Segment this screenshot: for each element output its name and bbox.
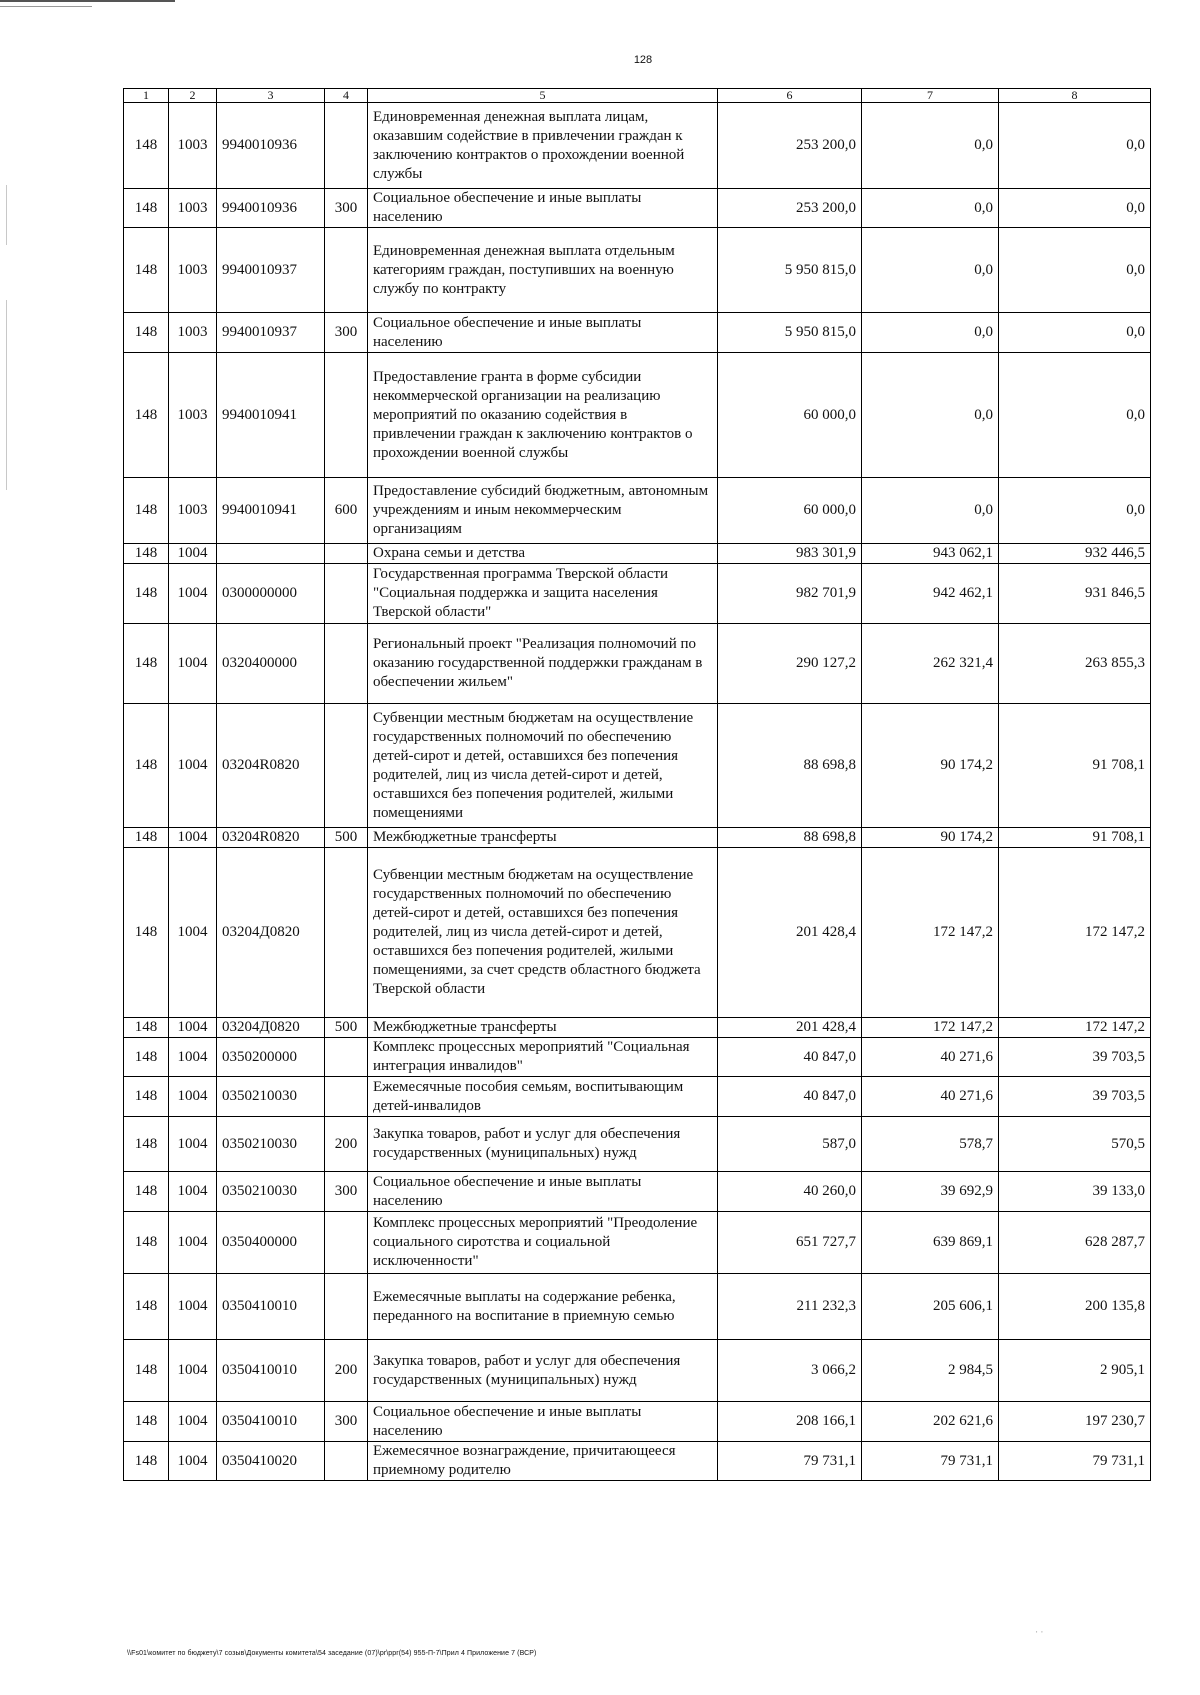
- table-row: [124, 353, 1151, 478]
- scan-margin-mark: [6, 185, 7, 245]
- cell-admin-code: 148: [124, 1212, 169, 1274]
- cell-description: Государственная программа Тверской области "Социальная поддержка и защита населения Тверской области": [368, 564, 718, 624]
- table-row: [124, 103, 1151, 189]
- cell-expense-type: [325, 228, 368, 313]
- cell-admin-code: 148: [124, 1117, 169, 1172]
- cell-amount-year3: 172 147,2: [999, 1018, 1151, 1038]
- cell-expense-type: 500: [325, 828, 368, 848]
- cell-target-article: [217, 544, 325, 564]
- cell-section-code: 1004: [169, 1212, 217, 1274]
- cell-amount-year2: 0,0: [862, 228, 999, 313]
- cell-description: Охрана семьи и детства: [368, 544, 718, 564]
- cell-expense-type: [325, 624, 368, 704]
- cell-admin-code: 148: [124, 564, 169, 624]
- cell-amount-year2: 578,7: [862, 1117, 999, 1172]
- header-row: [124, 89, 1151, 103]
- cell-section-code: 1004: [169, 544, 217, 564]
- cell-expense-type: [325, 544, 368, 564]
- cell-section-code: 1004: [169, 1340, 217, 1402]
- scan-speck: ⋅ ⋅: [1035, 1627, 1044, 1637]
- cell-section-code: 1004: [169, 704, 217, 828]
- cell-admin-code: 148: [124, 1172, 169, 1212]
- cell-target-article: 0350410010: [217, 1340, 325, 1402]
- cell-description: Межбюджетные трансферты: [368, 1018, 718, 1038]
- column-header: 2: [169, 89, 217, 103]
- cell-amount-year3: 931 846,5: [999, 564, 1151, 624]
- cell-description: Ежемесячные выплаты на содержание ребенка, переданного на воспитание в приемную семью: [368, 1274, 718, 1340]
- cell-section-code: 1004: [169, 1442, 217, 1481]
- budget-table: [123, 88, 1151, 1481]
- table-row: [124, 1274, 1151, 1340]
- cell-admin-code: 148: [124, 313, 169, 353]
- cell-amount-year2: 40 271,6: [862, 1038, 999, 1077]
- cell-amount-year2: 172 147,2: [862, 1018, 999, 1038]
- cell-amount-year2: 79 731,1: [862, 1442, 999, 1481]
- cell-amount-year3: 0,0: [999, 228, 1151, 313]
- cell-target-article: 0350210030: [217, 1172, 325, 1212]
- scan-margin-mark: [6, 300, 7, 490]
- cell-amount-year1: 60 000,0: [718, 353, 862, 478]
- cell-expense-type: [325, 564, 368, 624]
- cell-amount-year3: 2 905,1: [999, 1340, 1151, 1402]
- cell-amount-year1: 201 428,4: [718, 1018, 862, 1038]
- cell-expense-type: 300: [325, 1172, 368, 1212]
- cell-description: Закупка товаров, работ и услуг для обеспечения государственных (муниципальных) нужд: [368, 1340, 718, 1402]
- cell-admin-code: 148: [124, 1018, 169, 1038]
- cell-amount-year1: 211 232,3: [718, 1274, 862, 1340]
- cell-amount-year2: 262 321,4: [862, 624, 999, 704]
- cell-amount-year1: 290 127,2: [718, 624, 862, 704]
- cell-section-code: 1004: [169, 1018, 217, 1038]
- cell-amount-year2: 90 174,2: [862, 828, 999, 848]
- cell-amount-year1: 5 950 815,0: [718, 228, 862, 313]
- cell-description: Закупка товаров, работ и услуг для обеспечения государственных (муниципальных) нужд: [368, 1117, 718, 1172]
- cell-amount-year2: 942 462,1: [862, 564, 999, 624]
- cell-amount-year3: 0,0: [999, 189, 1151, 228]
- cell-amount-year2: 2 984,5: [862, 1340, 999, 1402]
- cell-amount-year2: 0,0: [862, 189, 999, 228]
- cell-expense-type: [325, 848, 368, 1018]
- column-header: 4: [325, 89, 368, 103]
- table-row: [124, 1212, 1151, 1274]
- cell-admin-code: 148: [124, 189, 169, 228]
- cell-admin-code: 148: [124, 828, 169, 848]
- table-row: [124, 1172, 1151, 1212]
- cell-amount-year2: 639 869,1: [862, 1212, 999, 1274]
- table-row: [124, 1038, 1151, 1077]
- table-row: [124, 189, 1151, 228]
- cell-amount-year1: 208 166,1: [718, 1402, 862, 1442]
- cell-amount-year3: 0,0: [999, 313, 1151, 353]
- column-header: 3: [217, 89, 325, 103]
- cell-description: Социальное обеспечение и иные выплаты населению: [368, 1172, 718, 1212]
- table-row: [124, 313, 1151, 353]
- cell-target-article: 03204Д0820: [217, 1018, 325, 1038]
- cell-admin-code: 148: [124, 1038, 169, 1077]
- footer-file-path: \\Fs01\комитет по бюджету\7 созыв\Документы комитета\54 заседание (07)\pr\ppr(54) 955-П-7\Прил 4 Приложение 7 (ВСР): [127, 1650, 537, 1657]
- cell-target-article: 9940010936: [217, 189, 325, 228]
- cell-admin-code: 148: [124, 1077, 169, 1117]
- cell-target-article: 0350410010: [217, 1274, 325, 1340]
- cell-target-article: 9940010937: [217, 313, 325, 353]
- column-header: 6: [718, 89, 862, 103]
- cell-amount-year2: 172 147,2: [862, 848, 999, 1018]
- column-header: 7: [862, 89, 999, 103]
- cell-amount-year1: 79 731,1: [718, 1442, 862, 1481]
- scan-corner-mark: [0, 0, 175, 2]
- cell-amount-year2: 943 062,1: [862, 544, 999, 564]
- table-row: [124, 624, 1151, 704]
- cell-description: Социальное обеспечение и иные выплаты населению: [368, 189, 718, 228]
- table-row: [124, 1077, 1151, 1117]
- cell-expense-type: [325, 1038, 368, 1077]
- cell-section-code: 1004: [169, 828, 217, 848]
- cell-amount-year1: 201 428,4: [718, 848, 862, 1018]
- cell-description: Субвенции местным бюджетам на осуществление государственных полномочий по обеспечению детей-сирот и детей, оставшихся без попечения родителей, лиц из числа детей-сирот и детей, оставшихся без попечения родителей, жилыми помещениями: [368, 704, 718, 828]
- table-row: [124, 478, 1151, 544]
- cell-section-code: 1003: [169, 189, 217, 228]
- cell-amount-year3: 197 230,7: [999, 1402, 1151, 1442]
- cell-description: Социальное обеспечение и иные выплаты населению: [368, 1402, 718, 1442]
- cell-section-code: 1004: [169, 564, 217, 624]
- cell-admin-code: 148: [124, 704, 169, 828]
- cell-description: Единовременная денежная выплата отдельным категориям граждан, поступивших на военную службу по контракту: [368, 228, 718, 313]
- cell-section-code: 1004: [169, 1274, 217, 1340]
- cell-description: Комплекс процессных мероприятий "Социальная интеграция инвалидов": [368, 1038, 718, 1077]
- cell-section-code: 1004: [169, 1038, 217, 1077]
- cell-amount-year1: 40 260,0: [718, 1172, 862, 1212]
- cell-target-article: 9940010936: [217, 103, 325, 189]
- column-header: 1: [124, 89, 169, 103]
- cell-description: Межбюджетные трансферты: [368, 828, 718, 848]
- cell-admin-code: 148: [124, 624, 169, 704]
- cell-admin-code: 148: [124, 544, 169, 564]
- cell-target-article: 0350210030: [217, 1077, 325, 1117]
- cell-amount-year2: 39 692,9: [862, 1172, 999, 1212]
- table-row: [124, 564, 1151, 624]
- table-row: [124, 848, 1151, 1018]
- cell-section-code: 1004: [169, 1117, 217, 1172]
- cell-amount-year3: 0,0: [999, 478, 1151, 544]
- cell-admin-code: 148: [124, 103, 169, 189]
- cell-amount-year3: 200 135,8: [999, 1274, 1151, 1340]
- table-row: [124, 704, 1151, 828]
- cell-expense-type: 200: [325, 1340, 368, 1402]
- cell-amount-year1: 651 727,7: [718, 1212, 862, 1274]
- cell-description: Социальное обеспечение и иные выплаты населению: [368, 313, 718, 353]
- cell-amount-year3: 263 855,3: [999, 624, 1151, 704]
- cell-amount-year3: 172 147,2: [999, 848, 1151, 1018]
- cell-target-article: 0300000000: [217, 564, 325, 624]
- cell-expense-type: [325, 353, 368, 478]
- cell-target-article: 0350410010: [217, 1402, 325, 1442]
- cell-expense-type: 300: [325, 313, 368, 353]
- cell-amount-year3: 79 731,1: [999, 1442, 1151, 1481]
- cell-amount-year3: 932 446,5: [999, 544, 1151, 564]
- cell-admin-code: 148: [124, 1442, 169, 1481]
- cell-admin-code: 148: [124, 1274, 169, 1340]
- cell-expense-type: [325, 1442, 368, 1481]
- cell-expense-type: 600: [325, 478, 368, 544]
- cell-section-code: 1004: [169, 1402, 217, 1442]
- cell-amount-year1: 983 301,9: [718, 544, 862, 564]
- cell-expense-type: 200: [325, 1117, 368, 1172]
- cell-target-article: 03204Д0820: [217, 848, 325, 1018]
- cell-expense-type: 300: [325, 189, 368, 228]
- cell-section-code: 1003: [169, 353, 217, 478]
- cell-target-article: 03204R0820: [217, 704, 325, 828]
- cell-expense-type: 500: [325, 1018, 368, 1038]
- cell-amount-year1: 40 847,0: [718, 1038, 862, 1077]
- cell-amount-year2: 205 606,1: [862, 1274, 999, 1340]
- cell-target-article: 0320400000: [217, 624, 325, 704]
- cell-admin-code: 148: [124, 1340, 169, 1402]
- cell-amount-year3: 39 703,5: [999, 1077, 1151, 1117]
- cell-section-code: 1004: [169, 1172, 217, 1212]
- cell-admin-code: 148: [124, 353, 169, 478]
- cell-target-article: 9940010937: [217, 228, 325, 313]
- cell-amount-year1: 253 200,0: [718, 103, 862, 189]
- table-row: [124, 228, 1151, 313]
- cell-amount-year3: 91 708,1: [999, 704, 1151, 828]
- cell-amount-year1: 253 200,0: [718, 189, 862, 228]
- cell-target-article: 9940010941: [217, 478, 325, 544]
- table-row: [124, 1442, 1151, 1481]
- cell-expense-type: [325, 1212, 368, 1274]
- cell-amount-year1: 60 000,0: [718, 478, 862, 544]
- cell-admin-code: 148: [124, 478, 169, 544]
- cell-target-article: 9940010941: [217, 353, 325, 478]
- table-row: [124, 1340, 1151, 1402]
- cell-amount-year1: 982 701,9: [718, 564, 862, 624]
- cell-amount-year1: 5 950 815,0: [718, 313, 862, 353]
- cell-description: Ежемесячные пособия семьям, воспитывающим детей-инвалидов: [368, 1077, 718, 1117]
- cell-target-article: 0350400000: [217, 1212, 325, 1274]
- table-row: [124, 828, 1151, 848]
- cell-section-code: 1003: [169, 313, 217, 353]
- cell-amount-year2: 90 174,2: [862, 704, 999, 828]
- cell-target-article: 03204R0820: [217, 828, 325, 848]
- cell-description: Предоставление субсидий бюджетным, автономным учреждениям и иным некоммерческим организациям: [368, 478, 718, 544]
- cell-description: Комплекс процессных мероприятий "Преодоление социального сиротства и социальной исключенности": [368, 1212, 718, 1274]
- cell-section-code: 1004: [169, 624, 217, 704]
- cell-amount-year2: 0,0: [862, 478, 999, 544]
- cell-amount-year1: 40 847,0: [718, 1077, 862, 1117]
- cell-expense-type: [325, 704, 368, 828]
- cell-amount-year3: 39 703,5: [999, 1038, 1151, 1077]
- cell-amount-year3: 570,5: [999, 1117, 1151, 1172]
- cell-amount-year1: 3 066,2: [718, 1340, 862, 1402]
- table-row: [124, 1117, 1151, 1172]
- cell-amount-year1: 88 698,8: [718, 704, 862, 828]
- cell-target-article: 0350410020: [217, 1442, 325, 1481]
- cell-amount-year3: 91 708,1: [999, 828, 1151, 848]
- cell-target-article: 0350210030: [217, 1117, 325, 1172]
- cell-expense-type: 300: [325, 1402, 368, 1442]
- cell-expense-type: [325, 1077, 368, 1117]
- cell-amount-year2: 0,0: [862, 353, 999, 478]
- cell-expense-type: [325, 103, 368, 189]
- table-row: [124, 1402, 1151, 1442]
- table-row: [124, 544, 1151, 564]
- cell-amount-year3: 628 287,7: [999, 1212, 1151, 1274]
- column-header: 8: [999, 89, 1151, 103]
- column-header: 5: [368, 89, 718, 103]
- cell-target-article: 0350200000: [217, 1038, 325, 1077]
- cell-section-code: 1004: [169, 848, 217, 1018]
- scan-corner-mark: [0, 6, 92, 7]
- cell-amount-year1: 587,0: [718, 1117, 862, 1172]
- cell-description: Ежемесячное вознаграждение, причитающееся приемному родителю: [368, 1442, 718, 1481]
- cell-amount-year1: 88 698,8: [718, 828, 862, 848]
- cell-description: Субвенции местным бюджетам на осуществление государственных полномочий по обеспечению детей-сирот и детей, оставшихся без попечения родителей, лиц из числа детей-сирот и детей, оставшихся без попечения родителей, жилыми помещениями, за счет средств областного бюджета Тверской области: [368, 848, 718, 1018]
- cell-amount-year2: 0,0: [862, 103, 999, 189]
- cell-description: Единовременная денежная выплата лицам, оказавшим содействие в привлечении граждан к заключению контрактов о прохождении военной службы: [368, 103, 718, 189]
- cell-section-code: 1004: [169, 1077, 217, 1117]
- cell-section-code: 1003: [169, 103, 217, 189]
- cell-amount-year3: 39 133,0: [999, 1172, 1151, 1212]
- cell-description: Региональный проект "Реализация полномочий по оказанию государственной поддержки гражданам в обеспечении жильем": [368, 624, 718, 704]
- cell-section-code: 1003: [169, 478, 217, 544]
- table-row: [124, 1018, 1151, 1038]
- cell-section-code: 1003: [169, 228, 217, 313]
- cell-amount-year2: 202 621,6: [862, 1402, 999, 1442]
- cell-amount-year3: 0,0: [999, 103, 1151, 189]
- cell-admin-code: 148: [124, 228, 169, 313]
- cell-expense-type: [325, 1274, 368, 1340]
- cell-amount-year2: 40 271,6: [862, 1077, 999, 1117]
- cell-amount-year2: 0,0: [862, 313, 999, 353]
- page-number: 128: [633, 54, 653, 66]
- cell-description: Предоставление гранта в форме субсидии некоммерческой организации на реализацию мероприятий по оказанию содействия в привлечении граждан к заключению контрактов о прохождении военной службы: [368, 353, 718, 478]
- cell-admin-code: 148: [124, 1402, 169, 1442]
- cell-admin-code: 148: [124, 848, 169, 1018]
- cell-amount-year3: 0,0: [999, 353, 1151, 478]
